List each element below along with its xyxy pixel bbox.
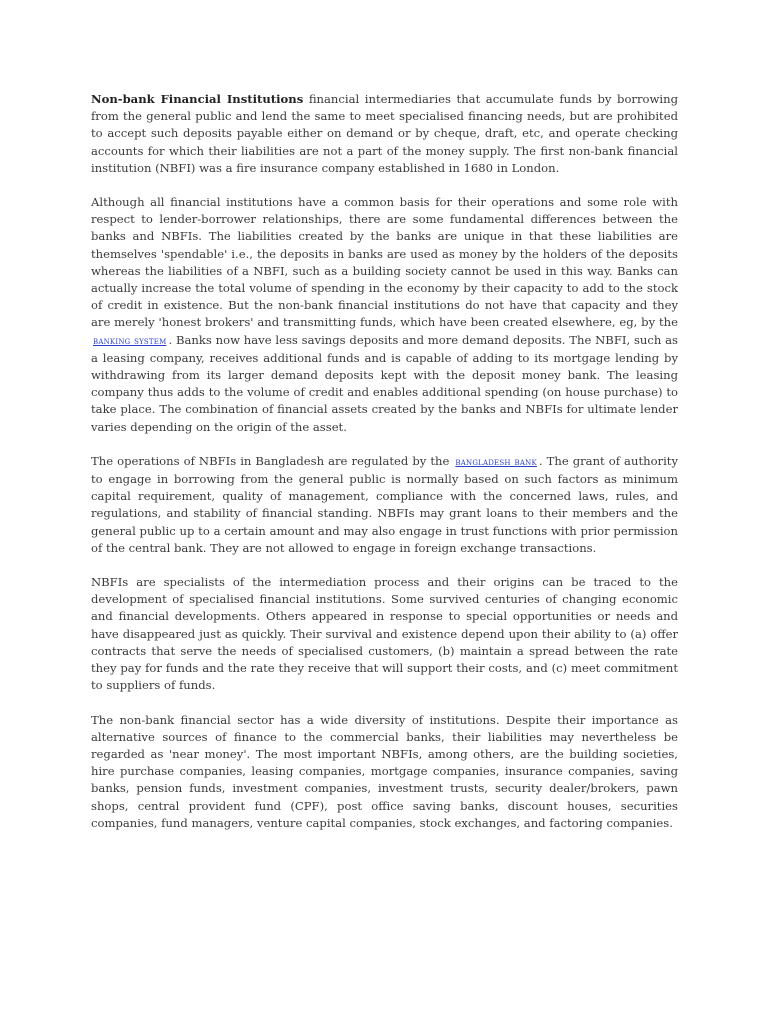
term-heading: Non-bank Financial Institutions: [91, 92, 304, 106]
document-body: [91, 91, 678, 832]
paragraph-text: The non-bank financial sector has a wide diversity of institutions. Despite their importance as alternative sources of finance to the commercial banks, their liabilities may nevertheless be regarded as 'near money'. The most important NBFIs, among others, are the building societies, hire purchase companies, leasing companies, mortgage companies, insurance companies, saving banks, pension funds, investment companies, investment trusts, security dealer/brokers, pawn shops, central provident fund (CPF), post office saving banks, discount houses, securities companies, fund managers, venture capital companies, stock exchanges, and factoring companies.: [91, 712, 678, 830]
paragraph-text: Although all financial institutions have a common basis for their operations and some role with respect to lender-borrower relationships, there are some fundamental differences between the banks and NBFIs. The liabilities created by the banks are unique in that these liabilities are themselves 'spendable' i.e., the deposits in banks are used as money by the holders of the deposits whereas the liabilities of a NBFI, such as a building society cannot be used in this way. Banks can actually increase the total volume of spending in the economy by their capacity to add to the stock of credit in existence. But the non-bank financial institutions do not have that capacity and they are merely 'honest brokers' and transmitting funds, which have been created elsewhere, eg, by the: [91, 195, 678, 330]
paragraph-text: financial intermediaries that accumulate funds by borrowing from the general public and lend the same to meet specialised financing needs, but are prohibited to accept such deposits payable either on demand or by cheque, draft, etc, and operate checking accounts for which their liabilities are not a part of the money supply. The first non-bank financial institution (NBFI) was a fire insurance company established in 1680 in London.: [91, 92, 679, 175]
link-banking-system[interactable]: banking system: [93, 334, 167, 347]
paragraph-text: NBFIs are specialists of the intermediation process and their origins can be traced to the development of specialised financial institutions. Some survived centuries of changing economic and financial developments. Others appeared in response to special opportunities or needs and have disappeared just as quickly. Their survival and existence depend upon their ability to (a) offer contracts that serve the needs of specialised customers, (b) maintain a spread between the rate they pay for funds and the rate they receive that will support their costs, and (c) meet commitment to suppliers of funds.: [91, 575, 678, 693]
paragraph-definition: [91, 91, 678, 177]
paragraph-regulation: [91, 453, 678, 557]
paragraph-banks-vs-nbfis: [91, 194, 678, 436]
paragraph-text: The operations of NBFIs in Bangladesh are regulated by the: [91, 453, 450, 468]
paragraph-diversity: [91, 712, 678, 832]
paragraph-text: . Banks now have less savings deposits and more demand deposits. The NBFI, such as a leasing company, receives additional funds and is capable of adding to its mortgage lending by withdrawing from its larger demand deposits kept with the deposit money bank. The leasing company thus adds to the volume of credit and enables additional spending (on house purchase) to take place. The combination of financial assets created by the banks and NBFIs for ultimate lender varies depending on the origin of the asset.: [91, 332, 678, 434]
paragraph-text: . The grant of authority to engage in borrowing from the general public is normally based on such factors as minimum capital requirement, quality of management, compliance with the concerned laws, rules, and regulations, and stability of financial standing. NBFIs may grant loans to their members and the general public up to a certain amount and may also engage in trust functions with prior permission of the central bank. They are not allowed to engage in foreign exchange transactions.: [91, 453, 679, 555]
link-bangladesh-bank[interactable]: bangladesh bank: [455, 455, 537, 468]
paragraph-specialists: [91, 574, 678, 694]
